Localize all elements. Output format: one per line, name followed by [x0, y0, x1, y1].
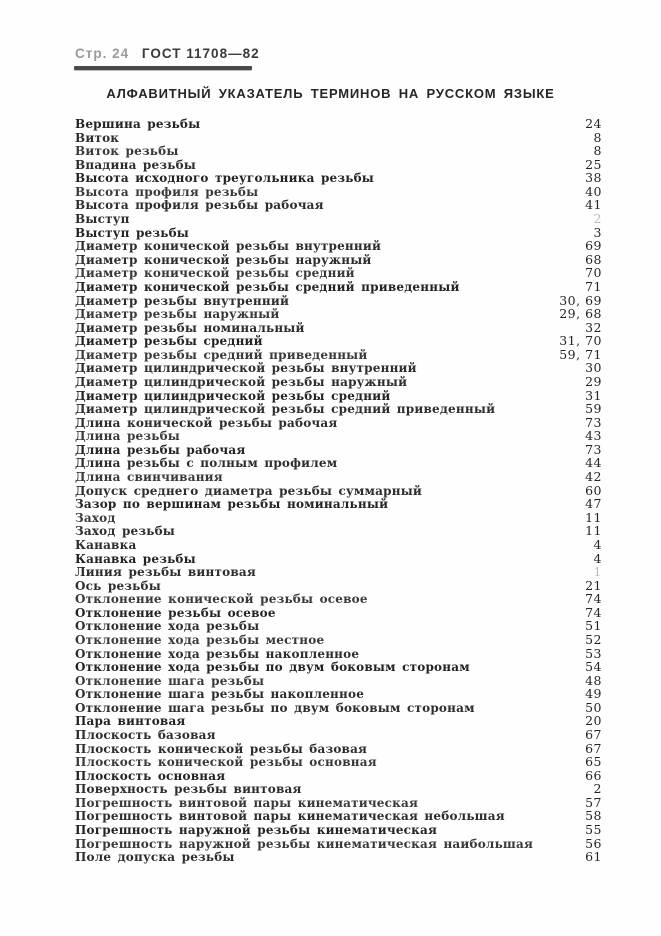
term-text: Длина свинчивания [75, 470, 223, 485]
term-page-number: 11 [585, 523, 602, 539]
term-text: Плоскость конической резьбы основная [75, 755, 377, 770]
term-page-number: 42 [585, 469, 602, 485]
index-entry-row [75, 185, 602, 199]
term-text: Длина резьбы [75, 429, 181, 444]
term-page-number: 67 [585, 727, 602, 743]
index-entry-row [75, 334, 602, 348]
term-page-number: 54 [585, 659, 602, 675]
term-text: Диаметр резьбы средний [75, 334, 263, 349]
index-entry-row [75, 321, 602, 335]
term-page-number: 61 [585, 849, 602, 865]
index-entry-row [75, 619, 602, 633]
index-entry-row [75, 538, 602, 552]
page-number-label: Стр. 24 [75, 46, 130, 61]
index-entry-row [75, 266, 602, 280]
index-entry-row [75, 714, 602, 728]
index-entry-row [75, 239, 602, 253]
term-text: Диаметр резьбы наружный [75, 307, 280, 322]
term-page-number: 59 [585, 401, 602, 417]
index-entry-row [75, 416, 602, 430]
index-entry-row [75, 456, 602, 470]
index-entry-row [75, 253, 602, 267]
term-page-number: 47 [585, 496, 602, 512]
term-page-number: 43 [585, 428, 602, 444]
term-text: Виток [75, 130, 120, 145]
term-page-number: 73 [585, 414, 602, 430]
index-entry-row [75, 348, 602, 362]
term-text: Ось резьбы [75, 578, 161, 593]
term-page-number: 51 [585, 618, 602, 634]
term-page-number: 29 [585, 373, 602, 389]
term-text: Высота профиля резьбы [75, 184, 259, 199]
index-entry-row [75, 837, 602, 851]
term-page-number: 2 [593, 781, 602, 797]
term-page-number: 74 [585, 591, 602, 607]
index-entry-row [75, 443, 602, 457]
term-text: Канавка [75, 537, 137, 552]
term-page-number: 21 [585, 577, 602, 593]
index-entry-row [75, 375, 602, 389]
term-page-number: 60 [585, 482, 602, 498]
index-entry-row [75, 389, 602, 403]
index-entry-row [75, 307, 602, 321]
index-entry-row [75, 511, 602, 525]
term-text: Отклонение резьбы осевое [75, 605, 276, 620]
term-text: Погрешность винтовой пары кинематическая [75, 795, 419, 810]
term-text: Выступ резьбы [75, 225, 190, 240]
term-page-number: 29, 68 [559, 306, 602, 322]
term-page-number: 32 [585, 319, 602, 335]
term-text: Плоскость конической резьбы базовая [75, 741, 368, 756]
term-page-number: 67 [585, 740, 602, 756]
term-text: Длина резьбы с полным профилем [75, 456, 338, 471]
index-entry-row [75, 850, 602, 864]
page-title: АЛФАВИТНЫЙ УКАЗАТЕЛЬ ТЕРМИНОВ НА РУССКОМ ЯЗЫКЕ [106, 86, 555, 101]
index-entry-row [75, 131, 602, 145]
term-page-number: 65 [585, 754, 602, 770]
term-page-number: 58 [585, 808, 602, 824]
index-entry-row [75, 701, 602, 715]
term-text: Заход [75, 510, 116, 525]
term-text: Виток резьбы [75, 144, 179, 159]
term-page-number: 4 [593, 536, 602, 552]
term-text: Длина резьбы рабочая [75, 442, 246, 457]
index-entry-row [75, 497, 602, 511]
index-entry-row [75, 782, 602, 796]
term-page-number: 24 [585, 116, 602, 131]
index-entry-row [75, 226, 602, 240]
term-text: Высота профиля резьбы рабочая [75, 198, 324, 213]
index-entry-row [75, 809, 602, 823]
term-page-number: 56 [585, 835, 602, 851]
index-entry-row [75, 565, 602, 579]
index-entry-row [75, 769, 602, 783]
term-text: Диаметр конической резьбы средний приведенный [75, 279, 460, 294]
term-page-number: 11 [585, 509, 602, 525]
index-entry-row [75, 552, 602, 566]
index-entry-row [75, 212, 602, 226]
term-page-number: 49 [585, 686, 602, 702]
index-entry-row [75, 171, 602, 185]
index-entry-row [75, 144, 602, 158]
index-entry-row [75, 796, 602, 810]
standard-number: ГОСТ 11708—82 [141, 46, 260, 61]
index-entry-row [75, 294, 602, 308]
term-page-number: 66 [585, 767, 602, 783]
term-page-number: 20 [585, 713, 602, 729]
term-text: Впадина резьбы [75, 157, 196, 172]
term-text: Плоскость базовая [75, 728, 216, 743]
term-text: Пара винтовая [75, 714, 186, 729]
term-text: Плоскость основная [75, 768, 226, 783]
term-page-number: 31, 70 [559, 333, 602, 349]
index-entry-row [75, 484, 602, 498]
term-text: Диаметр конической резьбы наружный [75, 252, 372, 267]
term-page-number: 71 [585, 278, 602, 294]
term-page-number: 68 [585, 251, 602, 267]
index-entry-row [75, 592, 602, 606]
term-text: Отклонение шага резьбы по двум боковым сторонам [75, 700, 475, 715]
term-page-number: 59, 71 [559, 346, 602, 362]
term-text: Отклонение хода резьбы по двум боковым сторонам [75, 660, 470, 675]
term-text: Поверхность резьбы винтовая [75, 782, 302, 797]
term-text: Отклонение хода резьбы местное [75, 632, 325, 647]
term-text: Высота исходного треугольника резьбы [75, 171, 375, 186]
term-text: Зазор по вершинам резьбы номинальный [75, 497, 389, 512]
term-text: Вершина резьбы [75, 117, 201, 131]
index-entry-row [75, 633, 602, 647]
index-entry-row [75, 402, 602, 416]
term-text: Канавка резьбы [75, 551, 196, 566]
term-page-number: 8 [593, 143, 602, 159]
term-page-number: 8 [593, 129, 602, 145]
index-entry-row [75, 674, 602, 688]
alphabetical-index-list [75, 117, 602, 864]
running-head [75, 46, 260, 61]
index-entry-row [75, 361, 602, 375]
term-page-number: 2 [593, 211, 602, 227]
index-entry-row [75, 687, 602, 701]
term-text: Длина конической резьбы рабочая [75, 415, 338, 430]
index-entry-row [75, 158, 602, 172]
term-text: Диаметр цилиндрической резьбы наружный [75, 374, 408, 389]
term-text: Поле допуска резьбы [75, 850, 235, 865]
term-page-number: 52 [585, 631, 602, 647]
term-text: Погрешность наружной резьбы кинематическая [75, 823, 438, 838]
term-page-number: 74 [585, 604, 602, 620]
term-text: Отклонение хода резьбы [75, 619, 260, 634]
term-page-number: 3 [593, 224, 602, 240]
term-text: Отклонение хода резьбы накопленное [75, 646, 360, 661]
index-entry-row [75, 470, 602, 484]
term-page-number: 50 [585, 699, 602, 715]
term-text: Диаметр резьбы номинальный [75, 320, 305, 335]
term-text: Заход резьбы [75, 524, 176, 539]
term-page-number: 53 [585, 645, 602, 661]
term-page-number: 31 [585, 387, 602, 403]
index-entry-row [75, 728, 602, 742]
term-text: Погрешность наружной резьбы кинематическая наибольшая [75, 836, 534, 851]
term-text: Диаметр резьбы внутренний [75, 293, 290, 308]
index-entry-row [75, 524, 602, 538]
index-entry-row [75, 198, 602, 212]
term-text: Выступ [75, 212, 130, 227]
term-page-number: 55 [585, 822, 602, 838]
term-page-number: 44 [585, 455, 602, 471]
index-entry-row [75, 606, 602, 620]
term-text: Диаметр цилиндрической резьбы средний [75, 388, 391, 403]
term-text: Отклонение шага резьбы [75, 673, 265, 688]
index-entry-row [75, 823, 602, 837]
index-entry-row [75, 117, 602, 131]
term-text: Погрешность винтовой пары кинематическая небольшая [75, 809, 505, 824]
term-page-number: 1 [593, 564, 602, 580]
term-page-number: 69 [585, 238, 602, 254]
term-page-number: 4 [593, 550, 602, 566]
term-text: Линия резьбы винтовая [75, 565, 256, 580]
term-page-number: 25 [585, 156, 602, 172]
index-entry-row [75, 660, 602, 674]
term-text: Диаметр резьбы средний приведенный [75, 347, 368, 362]
term-page-number: 30 [585, 360, 602, 376]
term-page-number: 30, 69 [559, 292, 602, 308]
term-page-number: 57 [585, 794, 602, 810]
term-text: Диаметр цилиндрической резьбы средний приведенный [75, 402, 496, 417]
term-page-number: 48 [585, 672, 602, 688]
index-entry-row [75, 742, 602, 756]
term-text: Диаметр цилиндрической резьбы внутренний [75, 361, 417, 376]
term-page-number: 38 [585, 170, 602, 186]
term-text: Допуск среднего диаметра резьбы суммарный [75, 483, 423, 498]
index-entry-row [75, 429, 602, 443]
term-text: Отклонение шага резьбы накопленное [75, 687, 365, 702]
term-text: Диаметр конической резьбы средний [75, 266, 355, 281]
index-entry-row [75, 755, 602, 769]
term-page-number: 41 [585, 197, 602, 213]
index-entry-row [75, 280, 602, 294]
index-entry-row [75, 647, 602, 661]
term-page-number: 70 [585, 265, 602, 281]
index-entry-row [75, 579, 602, 593]
term-text: Диаметр конической резьбы внутренний [75, 239, 382, 254]
term-text: Отклонение конической резьбы осевое [75, 592, 368, 607]
term-page-number: 73 [585, 441, 602, 457]
header-underline [74, 66, 252, 70]
term-page-number: 40 [585, 183, 602, 199]
